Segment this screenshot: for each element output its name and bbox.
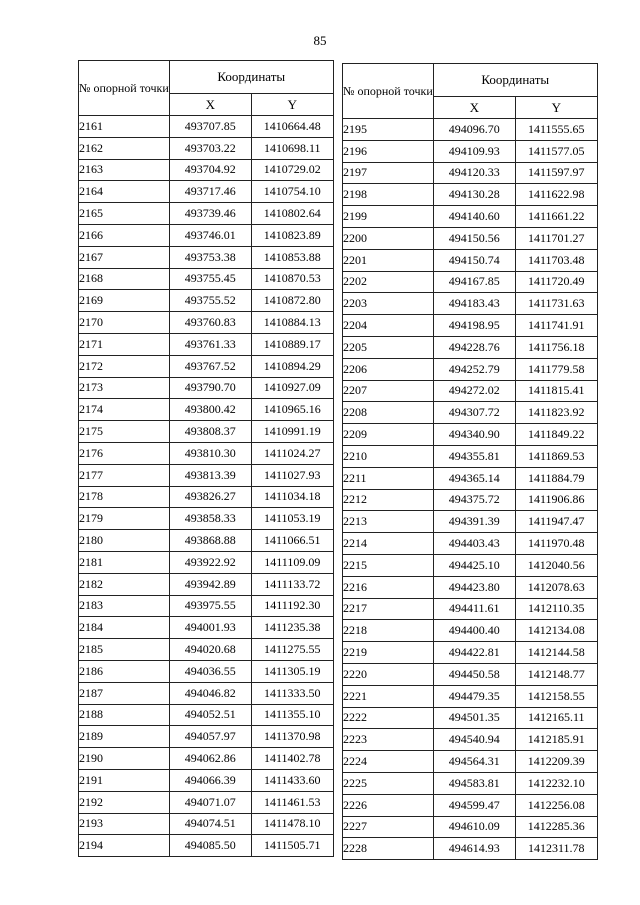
x-coordinate-cell: 493800.42	[169, 399, 251, 421]
x-coordinate-cell: 494071.07	[169, 791, 251, 813]
table-row	[79, 835, 334, 857]
point-number-cell: 2185	[79, 639, 170, 661]
x-coordinate-cell: 494355.81	[433, 445, 515, 467]
x-header: X	[433, 97, 515, 119]
table-row	[79, 442, 334, 464]
table-row	[79, 508, 334, 530]
point-number-cell: 2216	[343, 576, 434, 598]
point-number-cell: 2163	[79, 159, 170, 181]
x-coordinate-cell: 494120.33	[433, 162, 515, 184]
y-coordinate-cell: 1410870.53	[251, 268, 333, 290]
y-coordinate-cell: 1411779.58	[515, 358, 597, 380]
point-number-cell: 2198	[343, 184, 434, 206]
table-row	[343, 489, 598, 511]
point-number-cell: 2220	[343, 663, 434, 685]
x-coordinate-cell: 493790.70	[169, 377, 251, 399]
table-row	[343, 445, 598, 467]
table-row	[79, 377, 334, 399]
point-number-cell: 2172	[79, 355, 170, 377]
table-row	[79, 224, 334, 246]
x-coordinate-cell: 493761.33	[169, 333, 251, 355]
x-coordinate-cell: 494540.94	[433, 729, 515, 751]
y-coordinate-cell: 1411355.10	[251, 704, 333, 726]
x-coordinate-cell: 494228.76	[433, 336, 515, 358]
y-header: Y	[251, 94, 333, 116]
point-number-cell: 2170	[79, 312, 170, 334]
point-number-cell: 2226	[343, 794, 434, 816]
table-row	[343, 315, 598, 337]
point-number-cell: 2173	[79, 377, 170, 399]
point-number-cell: 2166	[79, 224, 170, 246]
table-row	[79, 748, 334, 770]
table-row	[79, 486, 334, 508]
x-coordinate-cell: 494096.70	[433, 119, 515, 141]
point-number-cell: 2197	[343, 162, 434, 184]
y-coordinate-cell: 1411133.72	[251, 573, 333, 595]
point-number-cell: 2174	[79, 399, 170, 421]
point-number-cell: 2188	[79, 704, 170, 726]
table-row	[343, 729, 598, 751]
x-coordinate-cell: 494599.47	[433, 794, 515, 816]
y-coordinate-cell: 1411402.78	[251, 748, 333, 770]
point-number-cell: 2184	[79, 617, 170, 639]
point-number-cell: 2228	[343, 838, 434, 860]
point-number-cell: 2192	[79, 791, 170, 813]
table-row	[343, 140, 598, 162]
y-coordinate-cell: 1411066.51	[251, 530, 333, 552]
x-coordinate-cell: 493755.45	[169, 268, 251, 290]
x-coordinate-cell: 493753.38	[169, 246, 251, 268]
table-row	[343, 424, 598, 446]
y-coordinate-cell: 1411555.65	[515, 119, 597, 141]
point-number-cell: 2209	[343, 424, 434, 446]
point-number-cell: 2175	[79, 421, 170, 443]
y-coordinate-cell: 1411741.91	[515, 315, 597, 337]
point-number-header: № опорной точки	[343, 64, 434, 119]
x-coordinate-cell: 494411.61	[433, 598, 515, 620]
table-row	[79, 268, 334, 290]
x-coordinate-cell: 493739.46	[169, 203, 251, 225]
table-row	[79, 246, 334, 268]
point-number-cell: 2218	[343, 620, 434, 642]
y-coordinate-cell: 1411235.38	[251, 617, 333, 639]
point-number-cell: 2165	[79, 203, 170, 225]
table-row	[79, 660, 334, 682]
point-number-cell: 2162	[79, 137, 170, 159]
point-number-cell: 2202	[343, 271, 434, 293]
table-row	[79, 116, 334, 138]
point-number-cell: 2219	[343, 642, 434, 664]
y-header: Y	[515, 97, 597, 119]
table-row	[79, 290, 334, 312]
table-row	[79, 682, 334, 704]
table-row	[343, 380, 598, 402]
x-coordinate-cell: 494614.93	[433, 838, 515, 860]
x-coordinate-cell: 493808.37	[169, 421, 251, 443]
x-coordinate-cell: 494183.43	[433, 293, 515, 315]
y-coordinate-cell: 1412256.08	[515, 794, 597, 816]
y-coordinate-cell: 1410802.64	[251, 203, 333, 225]
table-row	[343, 336, 598, 358]
point-number-cell: 2205	[343, 336, 434, 358]
y-coordinate-cell: 1411703.48	[515, 249, 597, 271]
y-coordinate-cell: 1410853.88	[251, 246, 333, 268]
point-number-header: № опорной точки	[79, 61, 170, 116]
point-number-cell: 2223	[343, 729, 434, 751]
table-row	[79, 203, 334, 225]
table-row	[79, 617, 334, 639]
table-row	[79, 791, 334, 813]
x-coordinate-cell: 494020.68	[169, 639, 251, 661]
table-row	[343, 249, 598, 271]
y-coordinate-cell: 1411478.10	[251, 813, 333, 835]
y-coordinate-cell: 1410872.80	[251, 290, 333, 312]
y-coordinate-cell: 1410894.29	[251, 355, 333, 377]
x-coordinate-cell: 493922.92	[169, 551, 251, 573]
x-coordinate-cell: 494252.79	[433, 358, 515, 380]
point-number-cell: 2224	[343, 751, 434, 773]
table-row	[79, 421, 334, 443]
x-coordinate-cell: 494450.58	[433, 663, 515, 685]
point-number-cell: 2189	[79, 726, 170, 748]
point-number-cell: 2215	[343, 554, 434, 576]
y-coordinate-cell: 1411815.41	[515, 380, 597, 402]
x-coordinate-cell: 494583.81	[433, 772, 515, 794]
point-number-cell: 2210	[343, 445, 434, 467]
point-number-cell: 2180	[79, 530, 170, 552]
x-coordinate-cell: 493707.85	[169, 116, 251, 138]
table-row	[79, 464, 334, 486]
x-coordinate-cell: 493810.30	[169, 442, 251, 464]
x-coordinate-cell: 494046.82	[169, 682, 251, 704]
y-coordinate-cell: 1412232.10	[515, 772, 597, 794]
table-row	[343, 533, 598, 555]
point-number-cell: 2208	[343, 402, 434, 424]
y-coordinate-cell: 1411109.09	[251, 551, 333, 573]
x-coordinate-cell: 493746.01	[169, 224, 251, 246]
point-number-cell: 2213	[343, 511, 434, 533]
x-coordinate-cell: 494150.56	[433, 227, 515, 249]
y-coordinate-cell: 1410889.17	[251, 333, 333, 355]
table-row	[343, 620, 598, 642]
point-number-cell: 2177	[79, 464, 170, 486]
x-coordinate-cell: 494610.09	[433, 816, 515, 838]
x-coordinate-cell: 493717.46	[169, 181, 251, 203]
table-row	[79, 704, 334, 726]
point-number-cell: 2211	[343, 467, 434, 489]
point-number-cell: 2227	[343, 816, 434, 838]
y-coordinate-cell: 1411027.93	[251, 464, 333, 486]
x-coordinate-cell: 494109.93	[433, 140, 515, 162]
y-coordinate-cell: 1411305.19	[251, 660, 333, 682]
y-coordinate-cell: 1411661.22	[515, 206, 597, 228]
x-coordinate-cell: 493942.89	[169, 573, 251, 595]
x-coordinate-cell: 494057.97	[169, 726, 251, 748]
point-number-cell: 2225	[343, 772, 434, 794]
x-header: X	[169, 94, 251, 116]
table-row	[343, 358, 598, 380]
point-number-cell: 2183	[79, 595, 170, 617]
point-number-cell: 2186	[79, 660, 170, 682]
y-coordinate-cell: 1411461.53	[251, 791, 333, 813]
x-coordinate-cell: 494130.28	[433, 184, 515, 206]
x-coordinate-cell: 494501.35	[433, 707, 515, 729]
y-coordinate-cell: 1411333.50	[251, 682, 333, 704]
y-coordinate-cell: 1411731.63	[515, 293, 597, 315]
x-coordinate-cell: 494052.51	[169, 704, 251, 726]
point-number-cell: 2164	[79, 181, 170, 203]
y-coordinate-cell: 1412078.63	[515, 576, 597, 598]
y-coordinate-cell: 1412285.36	[515, 816, 597, 838]
table-row	[343, 227, 598, 249]
x-coordinate-cell: 494001.93	[169, 617, 251, 639]
x-coordinate-cell: 494365.14	[433, 467, 515, 489]
x-coordinate-cell: 494062.86	[169, 748, 251, 770]
y-coordinate-cell: 1411756.18	[515, 336, 597, 358]
table-row	[343, 511, 598, 533]
point-number-cell: 2168	[79, 268, 170, 290]
point-number-cell: 2167	[79, 246, 170, 268]
table-row	[343, 467, 598, 489]
y-coordinate-cell: 1411433.60	[251, 769, 333, 791]
x-coordinate-cell: 494150.74	[433, 249, 515, 271]
y-coordinate-cell: 1411947.47	[515, 511, 597, 533]
y-coordinate-cell: 1412311.78	[515, 838, 597, 860]
y-coordinate-cell: 1410965.16	[251, 399, 333, 421]
y-coordinate-cell: 1412165.11	[515, 707, 597, 729]
x-coordinate-cell: 493767.52	[169, 355, 251, 377]
point-number-cell: 2199	[343, 206, 434, 228]
y-coordinate-cell: 1412040.56	[515, 554, 597, 576]
table-row	[343, 794, 598, 816]
x-coordinate-cell: 494140.60	[433, 206, 515, 228]
table-row	[343, 707, 598, 729]
table-row	[343, 751, 598, 773]
x-coordinate-cell: 493755.52	[169, 290, 251, 312]
point-number-cell: 2161	[79, 116, 170, 138]
x-coordinate-cell: 493858.33	[169, 508, 251, 530]
y-coordinate-cell: 1411823.92	[515, 402, 597, 424]
y-coordinate-cell: 1410991.19	[251, 421, 333, 443]
y-coordinate-cell: 1411597.97	[515, 162, 597, 184]
y-coordinate-cell: 1411053.19	[251, 508, 333, 530]
page-number: 85	[313, 33, 327, 48]
y-coordinate-cell: 1411622.98	[515, 184, 597, 206]
table-row	[343, 838, 598, 860]
point-number-cell: 2191	[79, 769, 170, 791]
y-coordinate-cell: 1411505.71	[251, 835, 333, 857]
point-number-cell: 2195	[343, 119, 434, 141]
y-coordinate-cell: 1412158.55	[515, 685, 597, 707]
point-number-cell: 2200	[343, 227, 434, 249]
point-number-cell: 2204	[343, 315, 434, 337]
y-coordinate-cell: 1412148.77	[515, 663, 597, 685]
table-row	[343, 119, 598, 141]
y-coordinate-cell: 1412185.91	[515, 729, 597, 751]
point-number-cell: 2193	[79, 813, 170, 835]
y-coordinate-cell: 1411024.27	[251, 442, 333, 464]
x-coordinate-cell: 494036.55	[169, 660, 251, 682]
x-coordinate-cell: 493826.27	[169, 486, 251, 508]
table-row	[343, 663, 598, 685]
y-coordinate-cell: 1411577.05	[515, 140, 597, 162]
x-coordinate-cell: 494423.80	[433, 576, 515, 598]
table-row	[79, 769, 334, 791]
point-number-cell: 2217	[343, 598, 434, 620]
table-row	[343, 271, 598, 293]
y-coordinate-cell: 1412144.58	[515, 642, 597, 664]
point-number-cell: 2196	[343, 140, 434, 162]
table-row	[79, 399, 334, 421]
x-coordinate-cell: 493703.22	[169, 137, 251, 159]
x-coordinate-cell: 493704.92	[169, 159, 251, 181]
x-coordinate-cell: 493975.55	[169, 595, 251, 617]
point-number-cell: 2222	[343, 707, 434, 729]
point-number-cell: 2207	[343, 380, 434, 402]
table-row	[79, 573, 334, 595]
x-coordinate-cell: 493868.88	[169, 530, 251, 552]
table-row	[79, 726, 334, 748]
y-coordinate-cell: 1411720.49	[515, 271, 597, 293]
x-coordinate-cell: 494085.50	[169, 835, 251, 857]
x-coordinate-cell: 494375.72	[433, 489, 515, 511]
table-row	[343, 293, 598, 315]
point-number-cell: 2176	[79, 442, 170, 464]
x-coordinate-cell: 494198.95	[433, 315, 515, 337]
x-coordinate-cell: 493760.83	[169, 312, 251, 334]
table-row	[343, 816, 598, 838]
coordinates-table-right	[342, 63, 598, 860]
table-row	[343, 772, 598, 794]
y-coordinate-cell: 1412134.08	[515, 620, 597, 642]
y-coordinate-cell: 1411970.48	[515, 533, 597, 555]
point-number-cell: 2206	[343, 358, 434, 380]
table-row	[343, 576, 598, 598]
y-coordinate-cell: 1410884.13	[251, 312, 333, 334]
table-row	[343, 162, 598, 184]
table-row	[343, 642, 598, 664]
x-coordinate-cell: 494564.31	[433, 751, 515, 773]
table-row	[343, 554, 598, 576]
y-coordinate-cell: 1410754.10	[251, 181, 333, 203]
point-number-cell: 2212	[343, 489, 434, 511]
point-number-cell: 2179	[79, 508, 170, 530]
point-number-cell: 2214	[343, 533, 434, 555]
x-coordinate-cell: 494422.81	[433, 642, 515, 664]
y-coordinate-cell: 1411701.27	[515, 227, 597, 249]
point-number-cell: 2190	[79, 748, 170, 770]
y-coordinate-cell: 1411192.30	[251, 595, 333, 617]
y-coordinate-cell: 1410729.02	[251, 159, 333, 181]
y-coordinate-cell: 1410664.48	[251, 116, 333, 138]
x-coordinate-cell: 494403.43	[433, 533, 515, 555]
y-coordinate-cell: 1410927.09	[251, 377, 333, 399]
table-row	[79, 312, 334, 334]
table-row	[79, 333, 334, 355]
point-number-cell: 2203	[343, 293, 434, 315]
coordinates-header: Координаты	[169, 61, 333, 94]
y-coordinate-cell: 1411906.86	[515, 489, 597, 511]
point-number-cell: 2171	[79, 333, 170, 355]
coordinates-table-left	[78, 60, 334, 857]
point-number-cell: 2201	[343, 249, 434, 271]
point-number-cell: 2181	[79, 551, 170, 573]
point-number-cell: 2187	[79, 682, 170, 704]
table-row	[79, 551, 334, 573]
point-number-cell: 2169	[79, 290, 170, 312]
x-coordinate-cell: 494400.40	[433, 620, 515, 642]
y-coordinate-cell: 1411370.98	[251, 726, 333, 748]
point-number-cell: 2194	[79, 835, 170, 857]
x-coordinate-cell: 494167.85	[433, 271, 515, 293]
x-coordinate-cell: 494391.39	[433, 511, 515, 533]
table-row	[79, 137, 334, 159]
point-number-cell: 2182	[79, 573, 170, 595]
point-number-cell: 2178	[79, 486, 170, 508]
y-coordinate-cell: 1410823.89	[251, 224, 333, 246]
point-number-cell: 2221	[343, 685, 434, 707]
y-coordinate-cell: 1411869.53	[515, 445, 597, 467]
y-coordinate-cell: 1412209.39	[515, 751, 597, 773]
x-coordinate-cell: 494479.35	[433, 685, 515, 707]
table-row	[343, 685, 598, 707]
table-row	[79, 595, 334, 617]
x-coordinate-cell: 493813.39	[169, 464, 251, 486]
x-coordinate-cell: 494272.02	[433, 380, 515, 402]
table-row	[343, 184, 598, 206]
coordinates-header: Координаты	[433, 64, 597, 97]
table-row	[343, 402, 598, 424]
table-row	[79, 639, 334, 661]
y-coordinate-cell: 1410698.11	[251, 137, 333, 159]
table-row	[343, 206, 598, 228]
table-row	[79, 181, 334, 203]
table-row	[343, 598, 598, 620]
table-row	[79, 159, 334, 181]
x-coordinate-cell: 494074.51	[169, 813, 251, 835]
x-coordinate-cell: 494066.39	[169, 769, 251, 791]
x-coordinate-cell: 494425.10	[433, 554, 515, 576]
x-coordinate-cell: 494307.72	[433, 402, 515, 424]
y-coordinate-cell: 1411275.55	[251, 639, 333, 661]
table-row	[79, 530, 334, 552]
y-coordinate-cell: 1411849.22	[515, 424, 597, 446]
table-row	[79, 355, 334, 377]
table-row	[79, 813, 334, 835]
y-coordinate-cell: 1411034.18	[251, 486, 333, 508]
y-coordinate-cell: 1411884.79	[515, 467, 597, 489]
y-coordinate-cell: 1412110.35	[515, 598, 597, 620]
x-coordinate-cell: 494340.90	[433, 424, 515, 446]
